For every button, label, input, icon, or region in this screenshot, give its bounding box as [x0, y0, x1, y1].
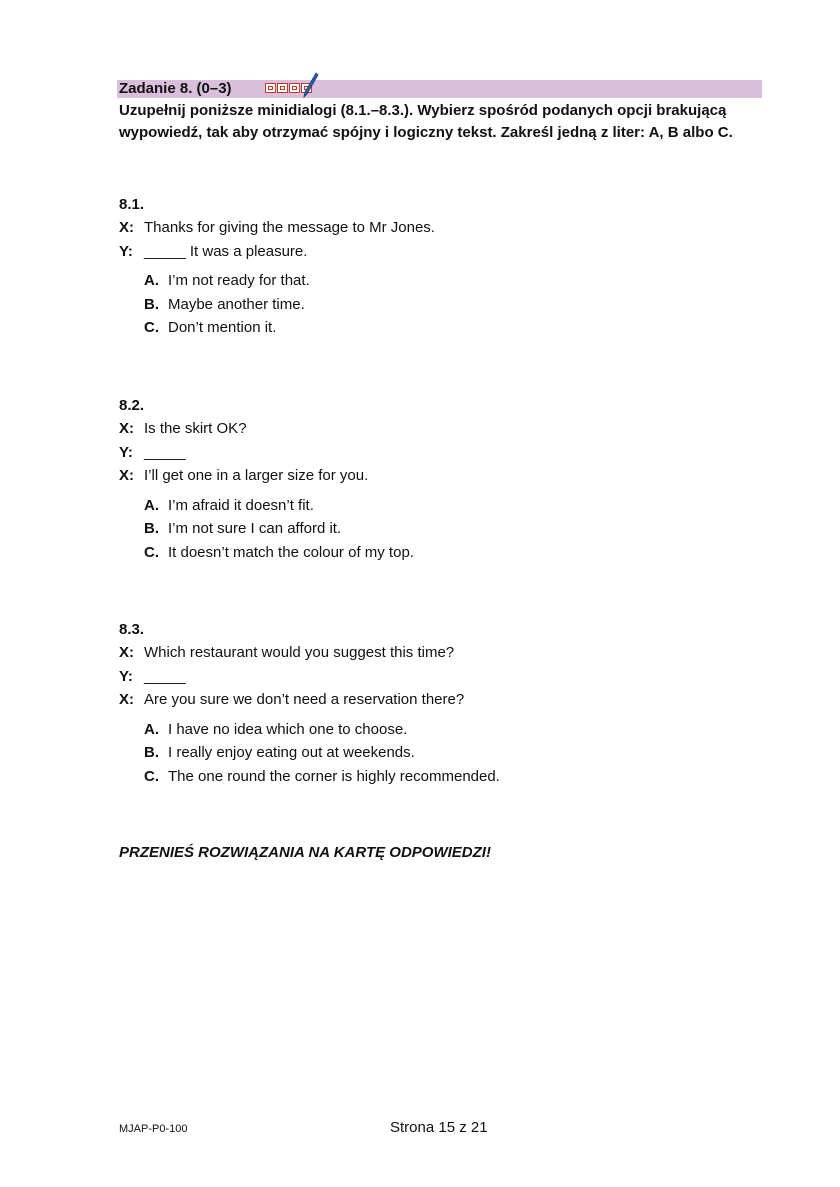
footer-page-number: Strona 15 z 21: [390, 1119, 488, 1136]
dialogue-line: [119, 441, 759, 465]
dialogue-text: _____ It was a pleasure.: [144, 242, 308, 260]
dialogue-line: [119, 464, 759, 488]
score-box: [277, 83, 288, 93]
option-c[interactable]: [144, 765, 759, 789]
pen-icon: [303, 72, 319, 98]
exercise-number: 8.3.: [119, 621, 145, 638]
option-c[interactable]: [144, 316, 759, 340]
option-letter[interactable]: C.: [144, 319, 159, 336]
dialogue-text: Are you sure we don’t need a reservation there?: [144, 691, 465, 708]
dialogue-line: [119, 665, 759, 689]
score-box: [265, 83, 276, 93]
task-title: Zadanie 8. (0–3): [119, 80, 232, 97]
speaker-label: X:: [119, 691, 134, 708]
exercise-8-1: [119, 193, 759, 340]
option-letter[interactable]: C.: [144, 543, 159, 561]
option-text: I really enjoy eating out at weekends.: [168, 744, 415, 761]
dialogue-text: _____: [144, 443, 186, 461]
option-text: Don’t mention it.: [168, 319, 277, 336]
option-a[interactable]: [144, 494, 759, 518]
option-letter[interactable]: A.: [144, 496, 159, 514]
speaker-label: X:: [119, 219, 134, 236]
answer-options: [119, 269, 759, 340]
dialogue-line: [119, 417, 759, 441]
transfer-note: PRZENIEŚ ROZWIĄZANIA NA KARTĘ ODPOWIEDZI!: [119, 844, 491, 861]
score-box: [289, 83, 300, 93]
option-text: Maybe another time.: [168, 295, 305, 313]
option-letter[interactable]: A.: [144, 272, 159, 289]
speaker-label: Y:: [119, 443, 133, 461]
option-b[interactable]: [144, 517, 759, 541]
option-b[interactable]: [144, 293, 759, 317]
option-text: I have no idea which one to choose.: [168, 720, 408, 738]
exercise-number: 8.1.: [119, 196, 145, 213]
option-letter[interactable]: B.: [144, 744, 159, 761]
option-a[interactable]: [144, 269, 759, 293]
dialogue-line: [119, 688, 759, 712]
speaker-label: Y:: [119, 242, 133, 260]
dialogue-text: I’ll get one in a larger size for you.: [144, 467, 369, 484]
option-letter[interactable]: B.: [144, 520, 159, 537]
option-letter[interactable]: B.: [144, 295, 159, 313]
exercise-number: 8.2.: [119, 397, 145, 414]
dialogue-text: _____: [144, 667, 186, 685]
speaker-label: Y:: [119, 667, 133, 685]
exercise-8-2: [119, 394, 759, 564]
footer-exam-code: MJAP-P0-100: [119, 1123, 188, 1135]
task-header: [117, 80, 762, 98]
speaker-label: X:: [119, 420, 134, 437]
answer-options: [119, 718, 759, 789]
option-text: I’m not ready for that.: [168, 272, 310, 289]
speaker-label: X:: [119, 467, 134, 484]
option-text: I’m afraid it doesn’t fit.: [168, 496, 314, 514]
dialogue-text: Is the skirt OK?: [144, 420, 247, 437]
exercise-8-3: [119, 618, 759, 788]
dialogue-text: Thanks for giving the message to Mr Jones.: [144, 219, 435, 236]
option-letter[interactable]: C.: [144, 767, 159, 785]
dialogue-line: [119, 641, 759, 665]
dialogue-text: Which restaurant would you suggest this time?: [144, 644, 455, 661]
option-text: I’m not sure I can afford it.: [168, 520, 342, 537]
dialogue-line: [119, 240, 759, 264]
task-instruction: Uzupełnij poniższe minidialogi (8.1.–8.3.). Wybierz spośród podanych opcji brakującą wypowiedź, tak aby otrzymać spójny i logiczny tekst. Zakreśl jedną z liter: A, B albo C.: [119, 102, 733, 141]
speaker-label: X:: [119, 644, 134, 661]
option-letter[interactable]: A.: [144, 720, 159, 738]
dialogue-line: [119, 216, 759, 240]
option-c[interactable]: [144, 541, 759, 565]
answer-options: [119, 494, 759, 565]
option-text: The one round the corner is highly recommended.: [168, 767, 500, 785]
option-b[interactable]: [144, 741, 759, 765]
option-a[interactable]: [144, 718, 759, 742]
option-text: It doesn’t match the colour of my top.: [168, 543, 414, 561]
